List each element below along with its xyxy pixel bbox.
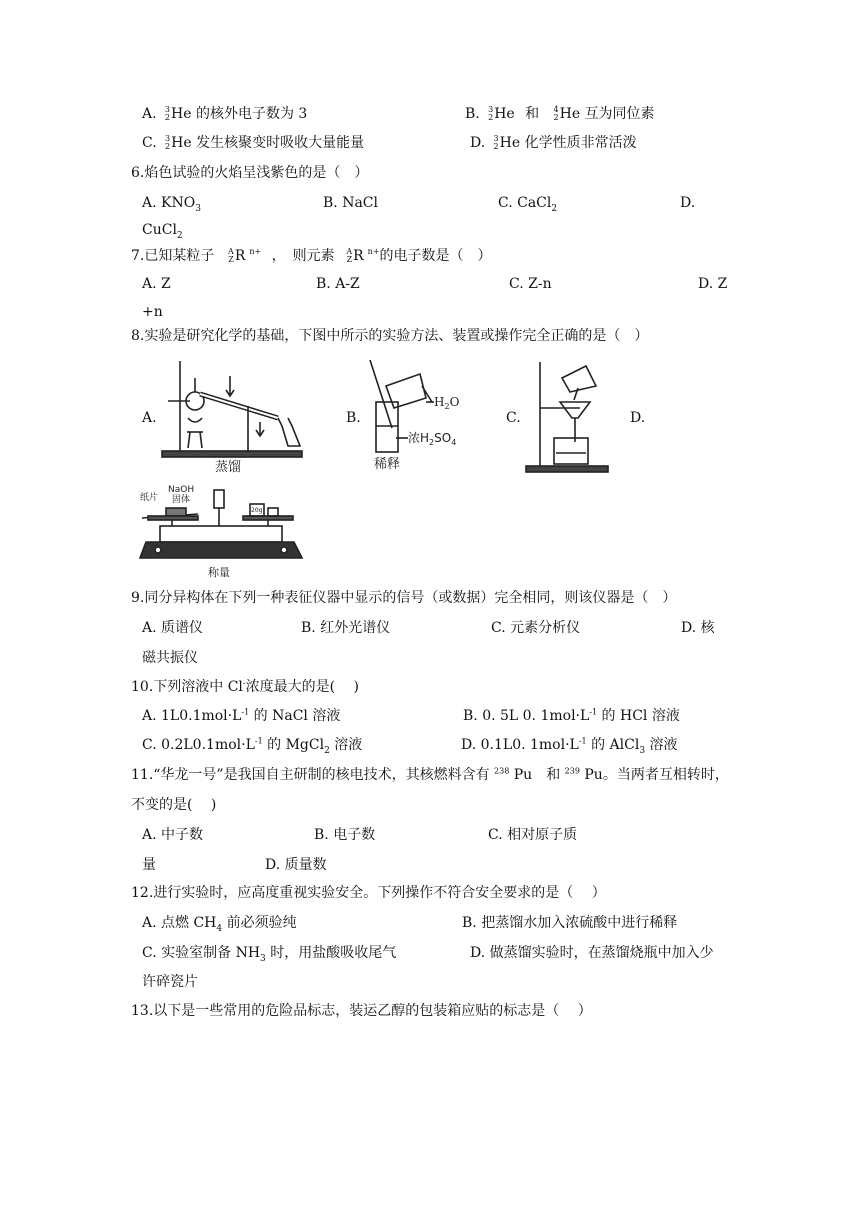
isotope-notation: 4 2 [553, 105, 559, 122]
q6-option-d-continued: CuCl$_2$ [142, 222, 183, 241]
svg-text:H2O: $H_2O$ [434, 395, 460, 411]
q12-option-b[interactable]: B. 把蒸馏水加入浓硫酸中进行稀释 [462, 915, 678, 931]
q10-option-b[interactable]: B. 0. 5L 0. $1mol\cdot L^{-1}$ 的 HCl 溶液 [463, 707, 680, 724]
q9-option-c[interactable]: C. 元素分析仪 [491, 620, 581, 636]
particle-notation: A Z [346, 247, 353, 264]
q9-option-d-continued: 磁共振仪 [142, 650, 198, 666]
q5-option-c[interactable]: C. 3 2 He 发生核聚变时吸收大量能量 [142, 134, 365, 151]
svg-text:固体: 固体 [172, 495, 191, 505]
q5-option-a[interactable]: A. 3 2 He 的核外电子数为 3 [142, 105, 308, 122]
q9-option-a[interactable]: A. 质谱仪 [142, 620, 204, 636]
svg-text:浓H2SO4: 浓$H_2SO_4$ [408, 431, 457, 447]
balance-weighing-figure [138, 482, 308, 582]
q5-option-b[interactable]: B. 3 2 He 和 4 2 He 互为同位素 [465, 105, 655, 122]
svg-text:NaOH: NaOH [168, 485, 195, 495]
isotope-notation: 3 2 [165, 134, 171, 151]
q10-option-a[interactable]: A. $1L0.1mol\cdot L^{-1}$ 的 NaCl 溶液 [142, 707, 341, 724]
q11-option-c[interactable]: C. 相对原子质 [488, 827, 578, 843]
q11-option-c-continued: 量 [142, 857, 156, 873]
q9-option-b[interactable]: B. 红外光谱仪 [301, 620, 391, 636]
q11-option-a[interactable]: A. 中子数 [142, 827, 204, 843]
q11-stem-continued: 不变的是( ) [131, 797, 217, 813]
dilution-figure [362, 356, 492, 476]
q9-option-d[interactable]: D. 核 [681, 620, 715, 636]
q7-stem: 7.已知某粒子 A Z R $^{n+}$ ， 则元素 A Z R $^{n+}$的电子数是（ ） [131, 247, 492, 264]
q12-stem: 12.进行实验时，应高度重视实验安全。下列操作不符合安全要求的是（ ） [131, 885, 606, 901]
svg-text:称量: 称量 [208, 566, 230, 579]
q7-option-d-continued: +n [142, 304, 163, 320]
q6-option-b[interactable]: B. NaCl [323, 195, 378, 211]
isotope-notation: 3 2 [164, 105, 171, 122]
isotope-notation: 3 2 [493, 134, 499, 151]
q6-option-a[interactable]: A. $KNO_3$ [142, 195, 201, 214]
svg-text:20g: 20g [251, 507, 263, 514]
q12-option-c[interactable]: C. 实验室制备 $NH_3$ 时，用盐酸吸收尾气 [142, 945, 397, 964]
q13-stem: 13.以下是一些常用的危险品标志，装运乙醇的包装箱应贴的标志是（ ） [131, 1003, 592, 1019]
q11-option-b[interactable]: B. 电子数 [314, 827, 376, 843]
q10-option-c[interactable]: C. $0.2L0.1mol\cdot L^{-1}$ 的 MgCl$_2$ 溶液 [142, 736, 363, 756]
q7-option-b[interactable]: B. A-Z [316, 276, 360, 292]
q10-stem: 10.下列溶液中 Cl-浓度最大的是( ) [131, 678, 359, 695]
distillation-apparatus-figure [160, 356, 310, 476]
q8-option-c[interactable]: C. [506, 410, 521, 426]
fig-a-caption: 蒸馏 [215, 460, 242, 475]
q8-option-b[interactable]: B. [346, 410, 361, 426]
q12-option-d-continued: 许碎瓷片 [142, 974, 198, 990]
q8-option-a[interactable]: A. [142, 410, 157, 426]
q9-stem: 9.同分异构体在下列一种表征仪器中显示的信号（或数据）完全相同，则该仪器是（ ） [131, 590, 677, 606]
q10-option-d[interactable]: D. 0.1L0. $1mol\cdot L^{-1}$ 的 AlCl$_3$ 溶液 [461, 736, 678, 756]
particle-notation: A Z [228, 247, 234, 264]
q11-stem: 11.“华龙一号”是我国自主研制的核电技术，其核燃料含有 $^{238}$ Pu 和 $^{239}$ Pu。当两者互相转时， [131, 766, 729, 783]
q8-option-d[interactable]: D. [630, 410, 646, 426]
q12-option-a[interactable]: A. 点燃 $CH_4$ 前必须验纯 [142, 915, 297, 934]
svg-text:纸片: 纸片 [140, 493, 159, 503]
q5-option-d[interactable]: D. 3 2 He 化学性质非常活泼 [470, 134, 637, 151]
q7-option-a[interactable]: A. Z [142, 276, 171, 292]
q7-option-d[interactable]: D. Z [698, 276, 728, 292]
q11-option-d[interactable]: D. 质量数 [265, 857, 327, 873]
q6-option-c[interactable]: C. CaCl$_2$ [498, 195, 558, 214]
q7-option-c[interactable]: C. Z-n [509, 276, 552, 292]
q6-stem: 6.焰色试验的火焰呈浅紫色的是（ ） [131, 165, 369, 181]
q12-option-d[interactable]: D. 做蒸馏实验时，在蒸馏烧瓶中加入少 [470, 945, 714, 961]
filtration-figure [520, 358, 620, 476]
isotope-notation: 3 2 [488, 105, 494, 122]
q6-option-d[interactable]: D. [680, 195, 696, 211]
svg-text:稀释: 稀释 [374, 457, 401, 472]
q8-stem: 8.实验是研究化学的基础，下图中所示的实验方法、装置或操作完全正确的是（ ） [131, 328, 649, 344]
